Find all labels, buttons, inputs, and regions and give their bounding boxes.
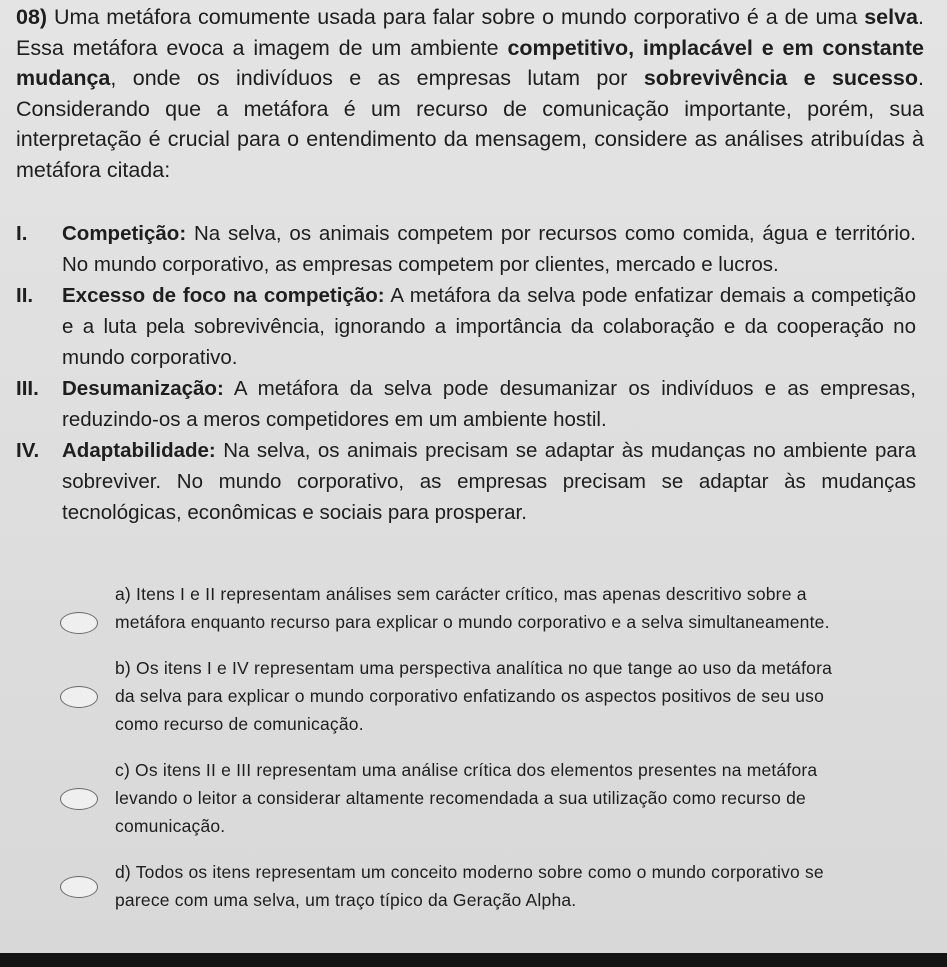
option-d[interactable]: [60, 858, 840, 914]
answer-options: [60, 580, 840, 932]
item-text: A metáfora da selva pode enfatizar demais a competição e a luta pela sobrevivência, ignorando a importância da colaboração e da cooperação no mundo corporativo.: [62, 284, 916, 369]
item-body: [62, 373, 916, 435]
item-numeral: IV.: [16, 439, 40, 462]
statement-part-bold: sobrevivência e sucesso: [643, 66, 919, 90]
statement-part: Uma metáfora comumente usada para falar sobre o mundo corporativo é a de uma: [54, 5, 865, 29]
option-d-radio[interactable]: [60, 876, 98, 898]
statement-part-bold: competitivo, implacável e em constante mudança: [16, 35, 924, 90]
option-c[interactable]: [60, 756, 840, 840]
item-title: Adaptabilidade:: [62, 439, 216, 462]
item-body: [62, 435, 916, 528]
analysis-item-i: [16, 218, 916, 280]
item-text: Na selva, os animais precisam se adaptar às mudanças no ambiente para sobreviver. No mundo corporativo, as empresas precisam se adaptar às mudanças tecnológicas, econômicas e sociais para prosperar.: [62, 439, 916, 524]
statement-part: . Considerando que a metáfora é um recurso de comunicação importante, porém, sua interpretação é crucial para o entendimento da mensagem, considere as análises atribuídas à metáfora citada:: [16, 66, 925, 182]
option-c-text: c) Os itens II e III representam uma análise crítica dos elementos presentes na metáfora levando o leitor a considerar altamente recomendada a sua utilização como recurso de comunicação.: [115, 760, 818, 836]
option-b[interactable]: [60, 654, 840, 738]
option-b-radio[interactable]: [60, 686, 98, 708]
item-text: A metáfora da selva pode desumanizar os indivíduos e as empresas, reduzindo-os a meros competidores em um ambiente hostil.: [62, 377, 916, 431]
option-c-radio[interactable]: [60, 788, 98, 810]
question-statement: [16, 2, 924, 185]
analysis-item-ii: [16, 280, 916, 373]
item-title: Excesso de foco na competição:: [62, 284, 385, 307]
option-a-text: a) Itens I e II representam análises sem carácter crítico, mas apenas descritivo sobre a metáfora enquanto recurso para explicar o mundo corporativo e a selva simultaneamente.: [115, 584, 830, 632]
option-a[interactable]: [60, 580, 840, 636]
item-title: Competição:: [62, 222, 187, 245]
analysis-item-iii: [16, 373, 916, 435]
statement-part-bold: selva: [864, 5, 919, 29]
analysis-item-iv: [16, 435, 916, 528]
option-a-radio[interactable]: [60, 612, 98, 634]
item-body: [62, 280, 916, 373]
item-text: Na selva, os animais competem por recursos como comida, água e território. No mundo corporativo, as empresas competem por clientes, mercado e lucros.: [62, 222, 916, 276]
option-b-text: b) Os itens I e IV representam uma perspectiva analítica no que tange ao uso da metáfora da selva para explicar o mundo corporativo enfatizando os aspectos positivos de seu uso como recurso de comunicação.: [115, 658, 833, 734]
question-number: 08): [16, 5, 48, 29]
item-numeral: III.: [16, 377, 39, 400]
option-d-text: d) Todos os itens representam um conceito moderno sobre como o mundo corporativo se parece com uma selva, um traço típico da Geração Alpha.: [115, 862, 824, 910]
statement-part: . Essa metáfora evoca a imagem de um ambiente: [16, 5, 924, 60]
item-title: Desumanização:: [62, 377, 224, 400]
photo-edge-shadow: [0, 953, 947, 967]
analysis-items: [16, 218, 916, 528]
statement-part: , onde os indivíduos e as empresas lutam por: [110, 66, 644, 90]
item-numeral: I.: [16, 222, 28, 245]
item-numeral: II.: [16, 284, 34, 307]
item-body: [62, 218, 916, 280]
